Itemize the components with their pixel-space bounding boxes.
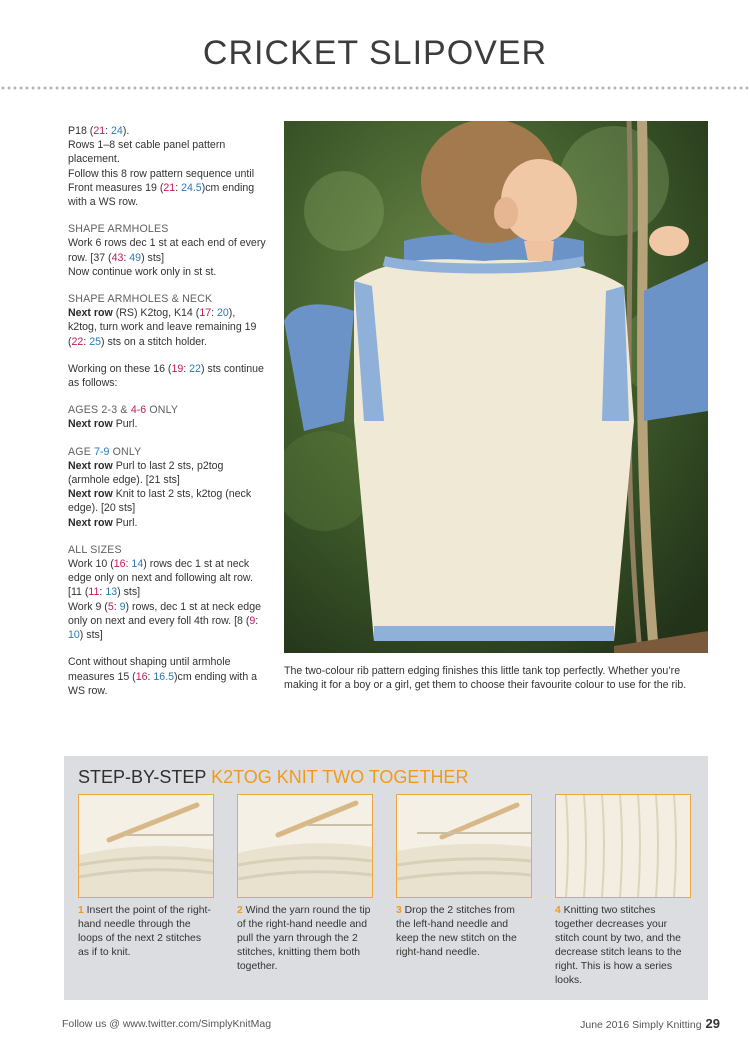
- pattern-instructions: [68, 124, 266, 711]
- page-title: CRICKET SLIPOVER: [202, 34, 548, 72]
- step-4-text: 4 Knitting two stitches together decreases your stitch count by two, and the decrease stitch leans to the right. This is how a series looks.: [555, 905, 682, 986]
- section-cont: Cont without shaping until armhole measures 15 (16: 16.5)cm ending with a WS row.: [68, 656, 258, 697]
- knitting-needle-image: [397, 795, 531, 897]
- step-1: [78, 794, 214, 960]
- step-2: [237, 794, 373, 974]
- step-4: [555, 794, 691, 988]
- knit-fabric-image: [556, 795, 690, 897]
- section-heading: SHAPE ARMHOLES & NECK: [68, 293, 213, 306]
- footer-twitter-link[interactable]: Follow us @ www.twitter.com/SimplyKnitMag: [62, 1018, 272, 1030]
- step-2-text: 2 Wind the yarn round the tip of the right-hand needle and pull the yarn through the 2 stitches, knitting them both together.: [237, 905, 371, 972]
- section-working: Working on these 16 (19: 22) sts continue as follows:: [68, 362, 264, 390]
- step-1-image: [78, 794, 214, 898]
- knitting-needle-image: [79, 795, 213, 897]
- section-age-7-9: AGE 7-9 ONLY Next row Purl to last 2 sts, p2tog (armhole edge). [21 sts] Next row Knit to last 2 sts, k2tog (neck edge). [20 sts] Next row Purl.: [68, 445, 252, 529]
- knitting-needle-image: [238, 795, 372, 897]
- dotted-divider: [0, 86, 750, 90]
- photo-caption: The two-colour rib pattern edging finishes this little tank top perfectly. Whether you’re making it for a boy or a girl, get them to choose their favourite colour to use for the rib.: [284, 665, 687, 691]
- step-1-text: 1 Insert the point of the right-hand needle through the loops of the next 2 stitches as if to knit.: [78, 905, 211, 958]
- step-3-text: 3 Drop the 2 stitches from the left-hand needle and keep the new stitch on the right-hand needle.: [396, 905, 517, 958]
- child-slipover-photo: [284, 121, 708, 653]
- instruction-rows: Rows 1–8 set cable panel pattern placement.: [68, 139, 226, 166]
- step-by-step-panel: [64, 756, 708, 1000]
- section-shape-neck: SHAPE ARMHOLES & NECK Next row (RS) K2tog, K14 (17: 20), k2tog, turn work and leave remaining 19 (22: 25) sts on a stitch holder.: [68, 293, 257, 348]
- photo-illustration: [284, 121, 708, 653]
- step-by-step-title: STEP-BY-STEP K2TOG KNIT TWO TOGETHER: [78, 767, 469, 787]
- section-shape-armholes: SHAPE ARMHOLES Work 6 rows dec 1 st at each end of every row. [37 (43: 49) sts] Now continue work only in st st.: [68, 223, 266, 278]
- step-4-image: [555, 794, 691, 898]
- section-heading: SHAPE ARMHOLES: [68, 223, 169, 236]
- instruction-p18: P18 (21: 24). Rows 1–8 set cable panel pattern placement. Follow this 8 row pattern sequence until Front measures 19 (21: 24.5)cm ending with a WS row.: [68, 125, 255, 209]
- page-number: 29: [705, 1016, 720, 1031]
- step-3: [396, 794, 532, 960]
- section-heading: ALL SIZES: [68, 543, 122, 556]
- section-all-sizes: ALL SIZES Work 10 (16: 14) rows dec 1 st at neck edge only on next and following alt row. [11 (11: 13) sts] Work 9 (5: 9) rows, dec 1 st at neck edge only on next and every foll 4th row. [8 (9: 10) sts]: [68, 543, 261, 642]
- footer-issue: June 2016 Simply Knitting 29: [580, 1016, 720, 1031]
- section-ages-2-6: AGES 2-3 & 4-6 ONLY Next row Purl.: [68, 404, 179, 431]
- step-3-image: [396, 794, 532, 898]
- step-2-image: [237, 794, 373, 898]
